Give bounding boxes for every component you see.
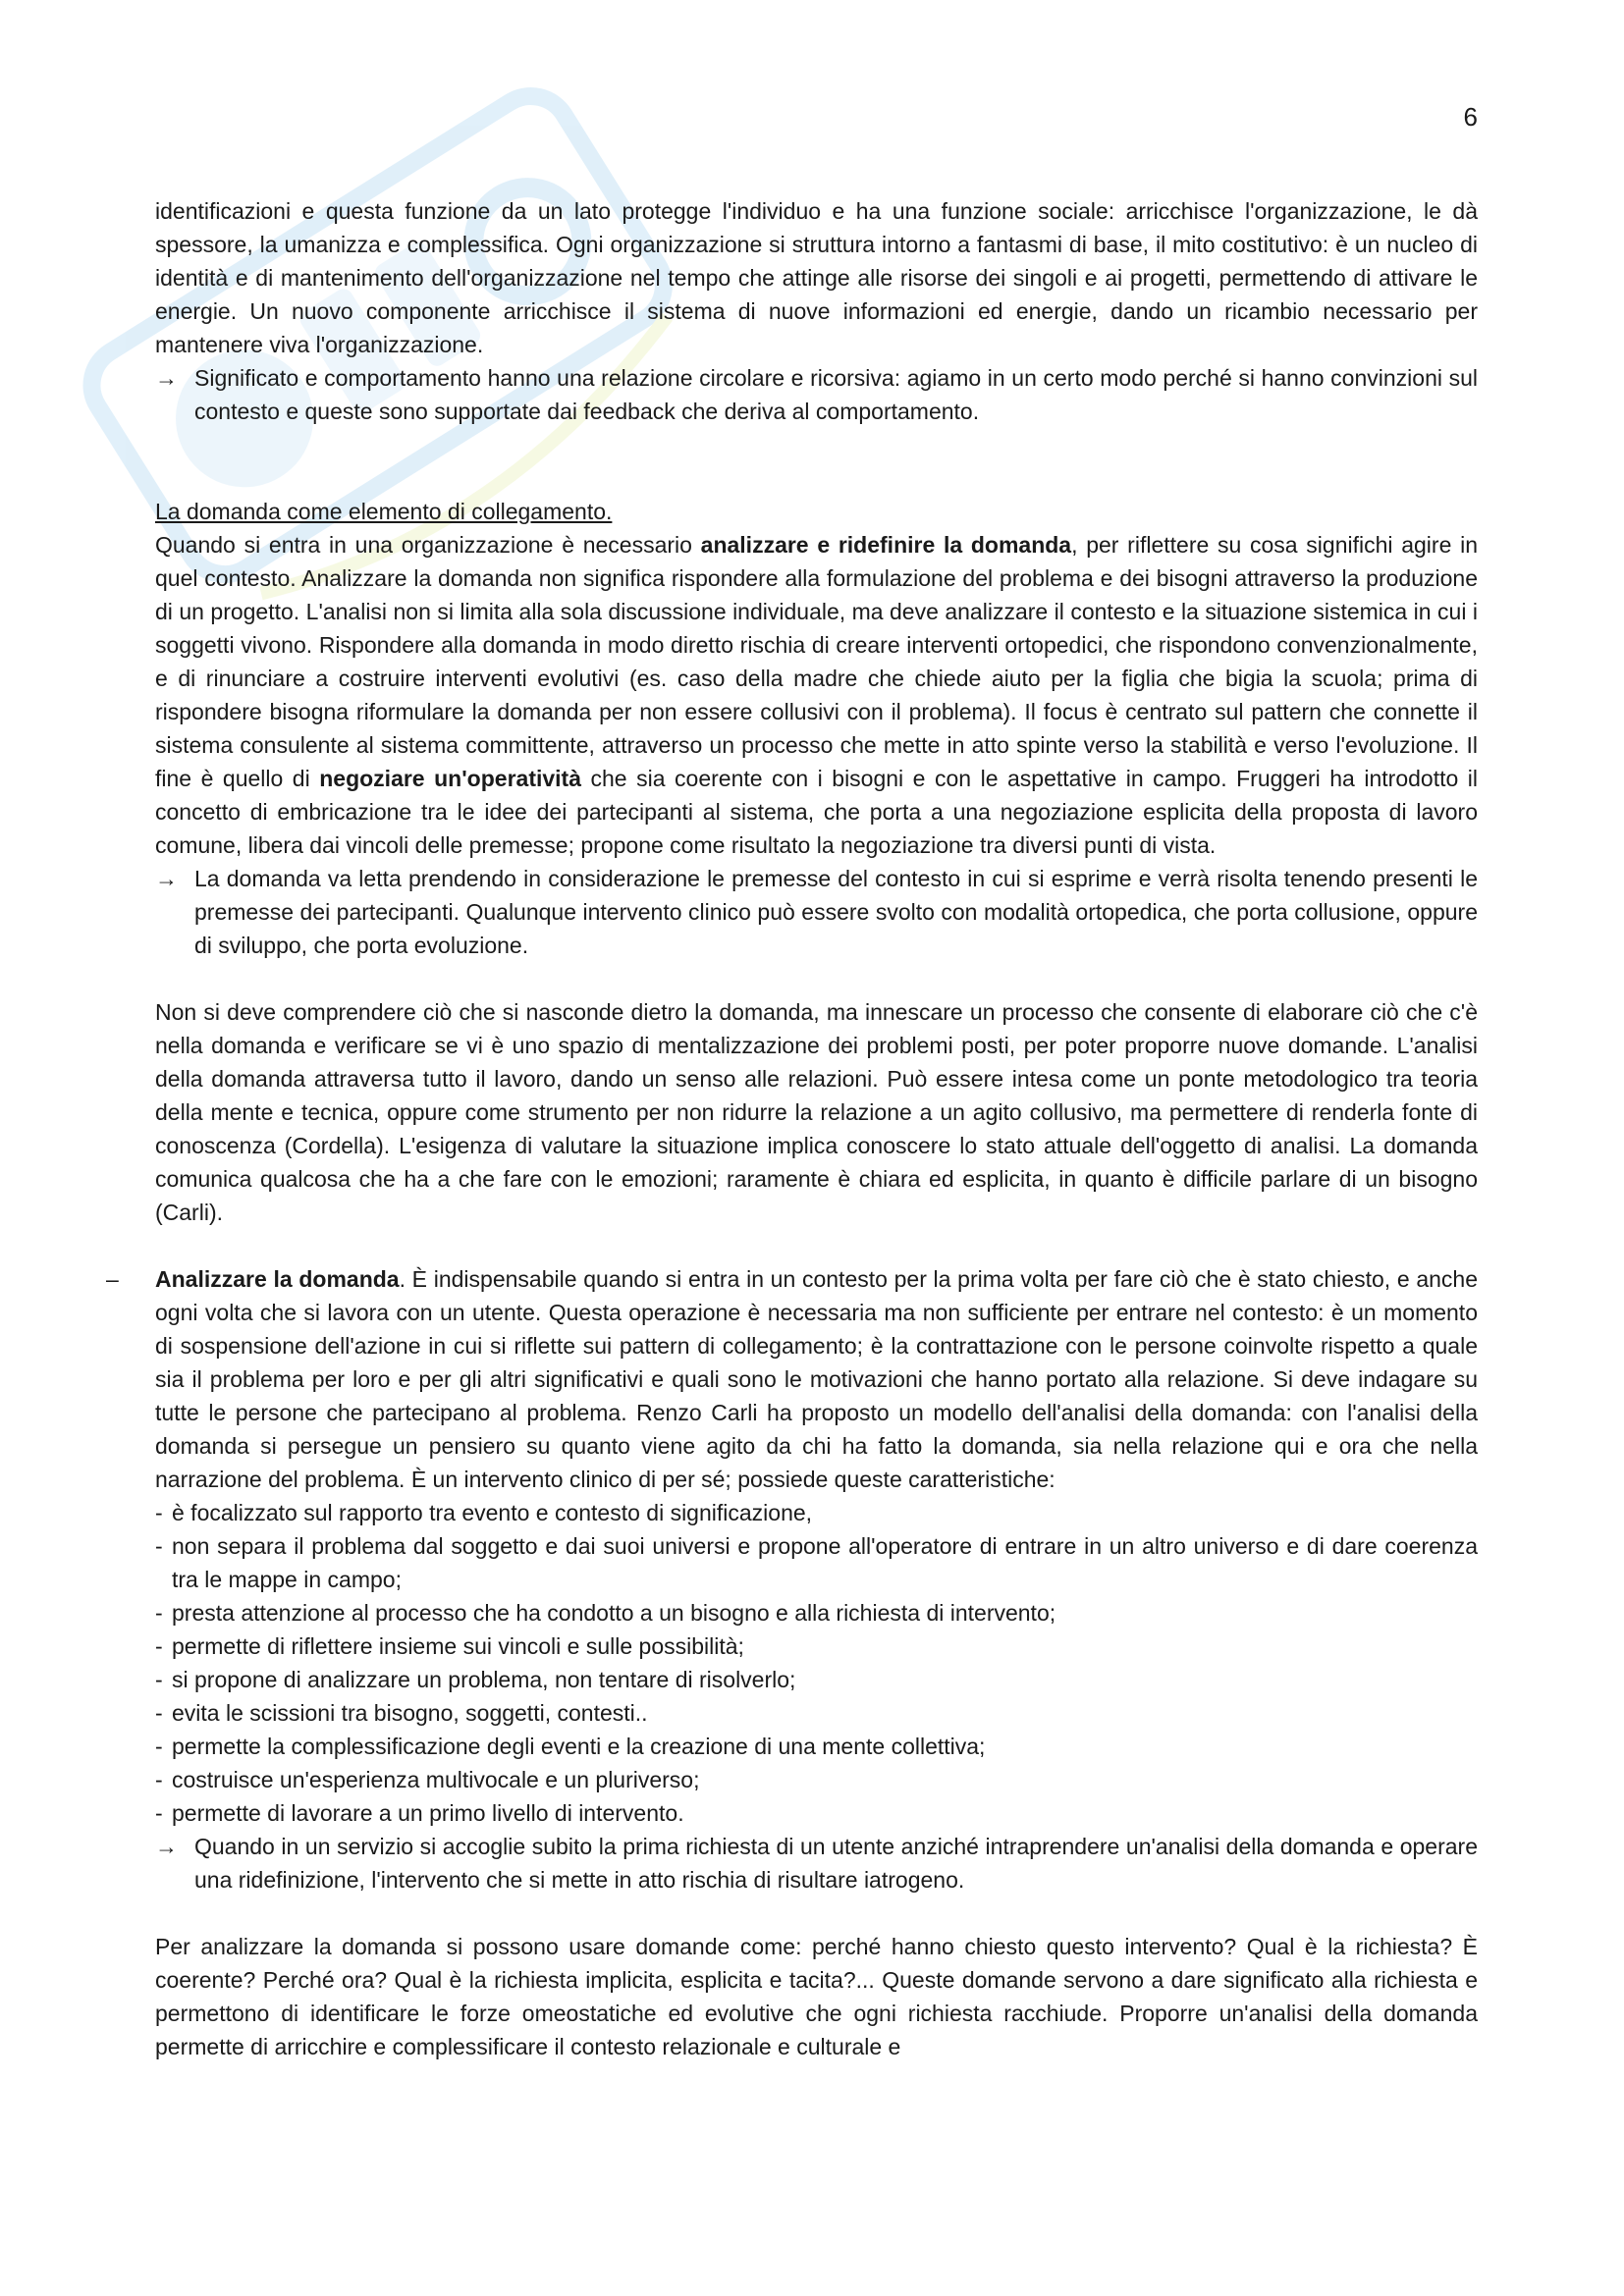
- arrow-right-icon: →: [155, 365, 178, 391]
- list-item: - non separa il problema dal soggetto e dai suoi universi e propone all'operatore di entrare in un altro universo e di dare coerenza tra le mappe in campo;: [155, 1533, 1478, 1592]
- bold-term: negoziare un'operatività: [319, 766, 581, 791]
- section-paragraph-2: Non si deve comprendere ciò che si nasconde dietro la domanda, ma innescare un processo che consente di elaborare ciò che c'è nella domanda e verificare se vi è uno spazio di mentalizzazione dei problemi posti, per poter proporre nuove domande. L'analisi della domanda attraversa tutto il lavoro, dando un senso alle relazioni. Può essere intesa come un ponte metodologico tra teoria della mente e tecnica, oppure come strumento per non ridurre la relazione a un agito collusivo, ma permettere di renderla fonte di conoscenza (Cordella). L'esigenza di valutare la situazione implica conoscere lo stato attuale dell'oggetto di analisi. La domanda comunica qualcosa che ha a che fare con le emozioni; raramente è chiara ed esplicita, in quanto è difficile parlare di un bisogno (Carli).: [155, 999, 1478, 1225]
- dash-list-item: [106, 1262, 1478, 1496]
- document-body: [106, 194, 1478, 2063]
- list-item: - è focalizzato sul rapporto tra evento e contesto di significazione,: [155, 1500, 813, 1525]
- intro-paragraph: identificazioni e questa funzione da un lato protegge l'individuo e ha una funzione sociale: arricchisce l'organizzazione, le dà spessore, la umanizza e complessifica. Ogni organizzazione si struttura intorno a fantasmi di base, il mito costitutivo: è un nucleo di identità e di mantenimento dell'organizzazione nel tempo che attinge alle risorse dei singoli e ai progetti, permettendo di attivare le energie. Un nuovo componente arricchisce il sistema di nuove informazioni ed energie, dando un ricambio necessario per mantenere viva l'organizzazione.: [155, 198, 1478, 357]
- dash-bullet-icon: –: [106, 1266, 119, 1292]
- section-paragraph-3: Analizzare la domanda. È indispensabile quando si entra in un contesto per la prima volta per fare ciò che è stato chiesto, e anche ogni volta che si lavora con un utente. Questa operazione è necessaria ma non sufficiente per entrare nel contesto: è un momento di sospensione dell'azione in cui si riflette sui pattern di collegamento; è la contrattazione con le persone coinvolte rispetto a quale sia il problema per loro e per gli altri significativi e quali sono le motivazioni che hanno portato alla relazione. Si deve indagare su tutte le persone che partecipano al problema. Renzo Carli ha proposto un modello dell'analisi della domanda: con l'analisi della domanda si persegue un pensiero su quanto viene agito da chi ha fatto la domanda, sia nella relazione qui e ora che nella narrazione del problema. È un intervento clinico di per sé; possiede queste caratteristiche:: [155, 1266, 1478, 1492]
- arrow-right-icon: →: [155, 866, 178, 891]
- arrow-note: [155, 361, 1478, 428]
- section-heading: La domanda come elemento di collegamento.: [155, 499, 613, 524]
- section-paragraph-4: Per analizzare la domanda si possono usare domande come: perché hanno chiesto questo intervento? Qual è la richiesta? È coerente? Perché ora? Qual è la richiesta implicita, esplicita e tacita?... Queste domande servono a dare significato alla richiesta e permettono di identificare le forze omeostatiche ed evolutive che ogni richiesta racchiude. Proporre un'analisi della domanda permette di arricchire e complessificare il contesto relazionale e culturale e: [155, 1934, 1478, 2059]
- arrow-note-text: Significato e comportamento hanno una relazione circolare e ricorsiva: agiamo in un certo modo perché si hanno convinzioni sul contesto e queste sono supportate dai feedback che deriva al comportamento.: [194, 365, 1478, 424]
- page-number: 6: [1463, 102, 1478, 132]
- section-paragraph-1: Quando si entra in una organizzazione è necessario analizzare e ridefinire la domanda, per riflettere su cosa significhi agire in quel contesto. Analizzare la domanda non significa rispondere alla formulazione del problema e dei bisogni attraverso la produzione di un progetto. L'analisi non si limita alla sola discussione individuale, ma deve analizzare il contesto e la situazione sistemica in cui i soggetti vivono. Rispondere alla domanda in modo diretto rischia di creare interventi ortopedici, che rispondono convenzionalmente, e di rinunciare a costruire interventi evolutivi (es. caso della madre che chiede aiuto per la figlia che bigia la scuola; prima di rispondere bisogna riformulare la domanda per non essere collusivi con il problema). Il focus è centrato sul pattern che connette il sistema consulente al sistema committente, attraverso un processo che mette in atto spinte verso la stabilità e verso l'evoluzione. Il fine è quello di negoziare un'operatività che sia coerente con i bisogni e con le aspettative in campo. Fruggeri ha introdotto il concetto di embricazione tra le idee dei partecipanti al sistema, che porta a una negoziazione esplicita della proposta di lavoro comune, libera dai vincoli delle premesse; propone come risultato la negoziazione tra diversi punti di vista.: [155, 532, 1478, 858]
- arrow-right-icon: →: [155, 1834, 178, 1859]
- list-item: - permette di riflettere insieme sui vincoli e sulle possibilità;: [155, 1633, 744, 1659]
- list-item: - costruisce un'esperienza multivocale e un pluriverso;: [155, 1767, 700, 1792]
- characteristics-list: [155, 1496, 1478, 1830]
- bold-term: Analizzare la domanda: [155, 1266, 400, 1292]
- arrow-note-text: La domanda va letta prendendo in considerazione le premesse del contesto in cui si esprime e verrà risolta tenendo presenti le premesse dei partecipanti. Qualunque intervento clinico può essere svolto con modalità ortopedica, che porta collusione, oppure di sviluppo, che porta evoluzione.: [194, 866, 1478, 958]
- list-item: - permette la complessificazione degli eventi e la creazione di una mente collettiva;: [155, 1734, 986, 1759]
- arrow-note-text: Quando in un servizio si accoglie subito la prima richiesta di un utente anziché intraprendere un'analisi della domanda e operare una ridefinizione, l'intervento che si mette in atto rischia di risultare iatrogeno.: [194, 1834, 1478, 1893]
- list-item: - presta attenzione al processo che ha condotto a un bisogno e alla richiesta di intervento;: [155, 1600, 1056, 1626]
- list-item: - si propone di analizzare un problema, non tentare di risolverlo;: [155, 1667, 796, 1692]
- arrow-note: [155, 862, 1478, 962]
- list-item: - permette di lavorare a un primo livello di intervento.: [155, 1800, 684, 1826]
- bold-term: analizzare e ridefinire la domanda: [700, 532, 1072, 558]
- list-item: - evita le scissioni tra bisogno, soggetti, contesti..: [155, 1700, 648, 1726]
- arrow-note: [155, 1830, 1478, 1896]
